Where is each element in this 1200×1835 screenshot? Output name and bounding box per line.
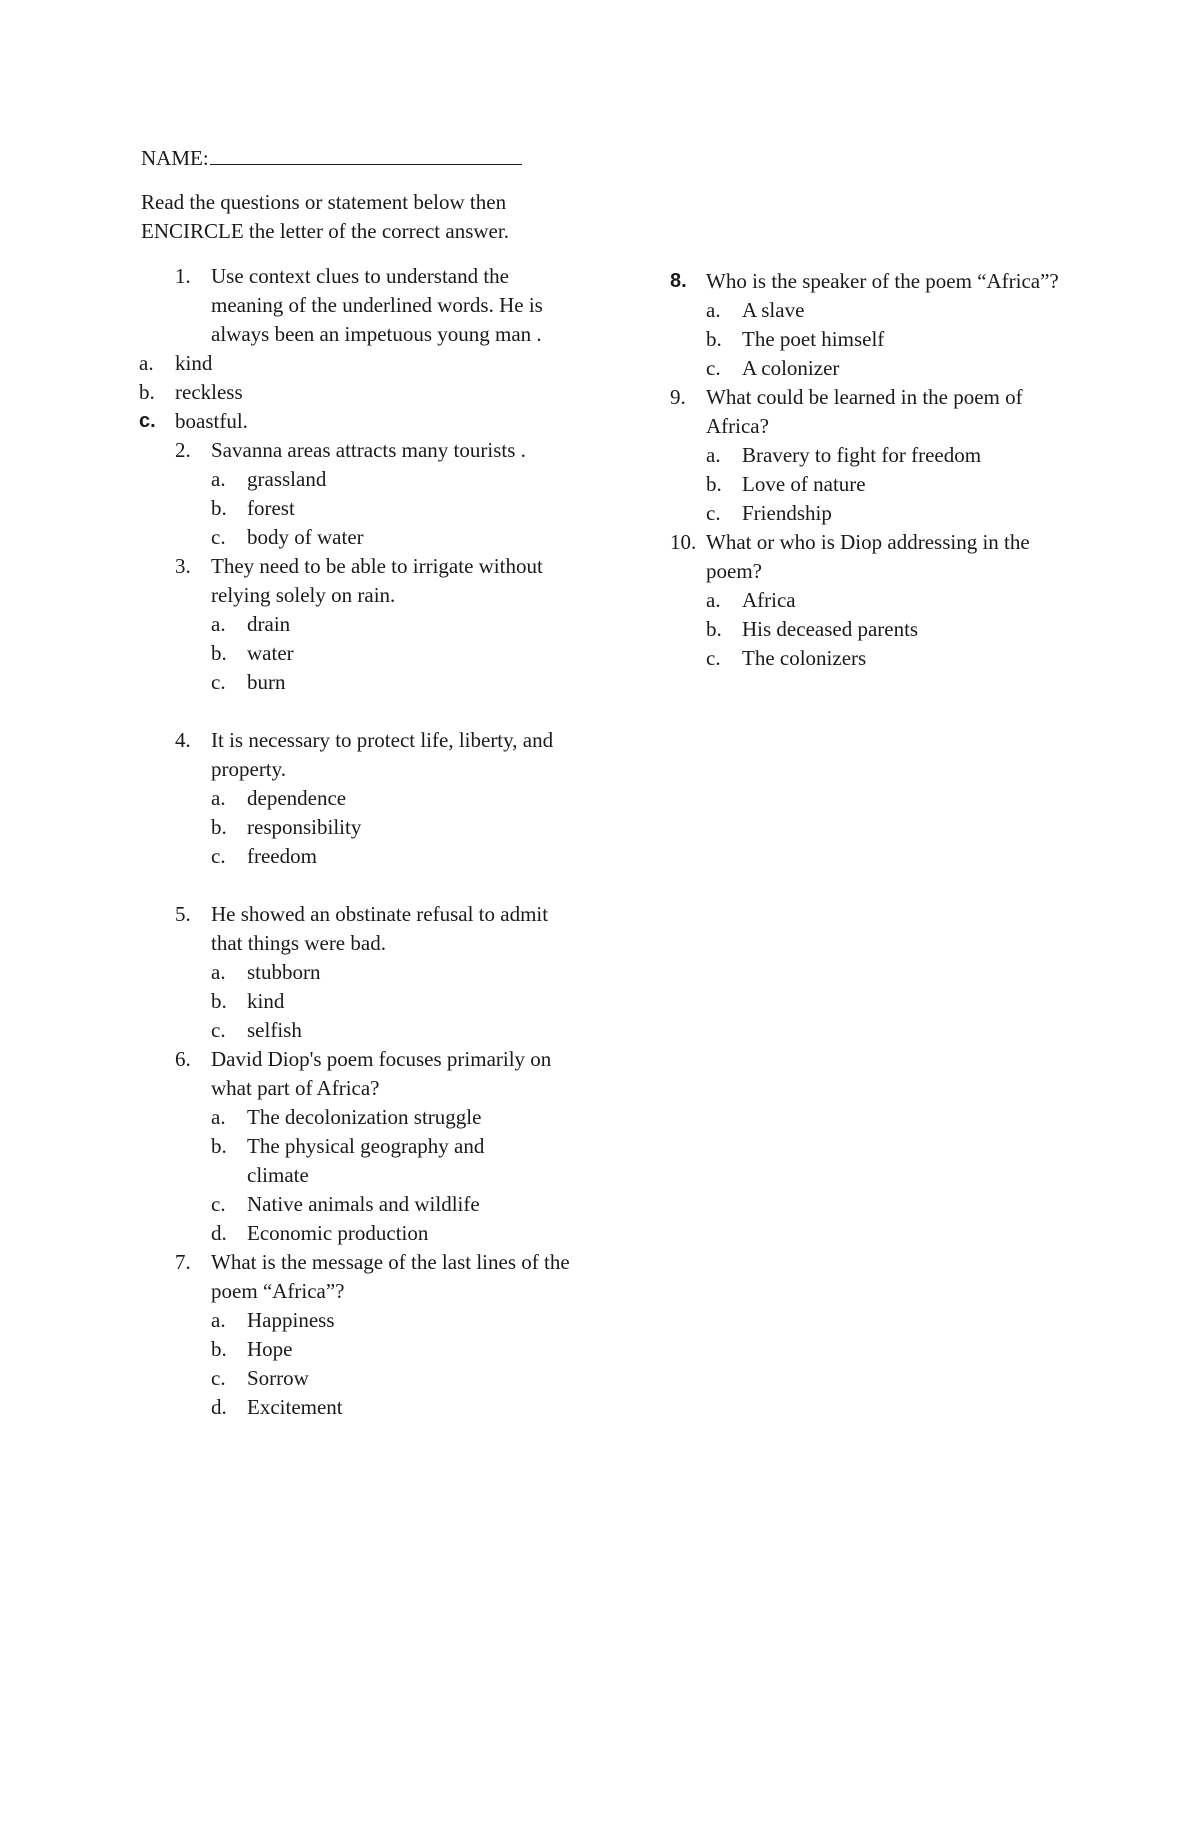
- question-text: David Diop's poem focuses primarily on what part of Africa?: [211, 1047, 552, 1100]
- question-text: It is necessary to protect life, liberty, and property.: [211, 728, 554, 781]
- option-text: Love of nature: [742, 472, 866, 496]
- option[interactable]: [211, 1335, 575, 1364]
- option-letter: c.: [211, 670, 226, 694]
- question-number: 8.: [670, 270, 687, 292]
- question-4: [175, 726, 575, 784]
- option-letter: a.: [211, 960, 226, 984]
- question-number: 9.: [670, 385, 686, 409]
- option-text: The physical geography and climate: [247, 1134, 485, 1187]
- option-text: boastful.: [175, 409, 248, 433]
- option-text: Native animals and wildlife: [247, 1192, 480, 1216]
- option-letter: b.: [706, 617, 722, 641]
- option[interactable]: [211, 1016, 575, 1045]
- option[interactable]: [139, 407, 575, 436]
- option[interactable]: [211, 1306, 575, 1335]
- question-number: 4.: [175, 728, 191, 752]
- option-letter: a.: [211, 1308, 226, 1332]
- option[interactable]: [706, 586, 1070, 615]
- question-9: [670, 383, 1070, 441]
- question-number: 10.: [670, 530, 697, 554]
- option-letter: b.: [211, 989, 227, 1013]
- option-text: The colonizers: [742, 646, 867, 670]
- option[interactable]: [211, 813, 575, 842]
- option-text: Sorrow: [247, 1366, 309, 1390]
- option-text: Africa: [742, 588, 796, 612]
- question-text: Use context clues to understand the meaning of the underlined words. He is always been an impetuous young man .: [211, 264, 543, 346]
- option-text: responsibility: [247, 815, 362, 839]
- option-text: dependence: [247, 786, 347, 810]
- option-letter: c.: [211, 1018, 226, 1042]
- question-text: What is the message of the last lines of the poem “Africa”?: [211, 1250, 570, 1303]
- option[interactable]: [706, 296, 1070, 325]
- option-letter: c.: [211, 844, 226, 868]
- name-label: NAME:: [141, 146, 209, 170]
- question-3: [175, 552, 575, 610]
- option-letter: a.: [706, 298, 721, 322]
- question-number: 7.: [175, 1250, 191, 1274]
- option-text: stubborn: [247, 960, 321, 984]
- option[interactable]: [211, 610, 575, 639]
- option-text: grassland: [247, 467, 327, 491]
- option-text: burn: [247, 670, 286, 694]
- question-1: [175, 262, 575, 349]
- question-5: [175, 900, 575, 958]
- option-letter: a.: [211, 1105, 226, 1129]
- question-number: 2.: [175, 438, 191, 462]
- option-text: water: [247, 641, 294, 665]
- option-letter: c.: [706, 356, 721, 380]
- option[interactable]: [211, 523, 575, 552]
- question-number: 5.: [175, 902, 191, 926]
- name-field: [141, 144, 522, 173]
- option-letter: c.: [211, 525, 226, 549]
- option-text: The decolonization struggle: [247, 1105, 482, 1129]
- question-text: What or who is Diop addressing in the poem?: [706, 530, 1030, 583]
- option-text: reckless: [175, 380, 243, 404]
- right-column: [670, 267, 1070, 673]
- option-text: A colonizer: [742, 356, 840, 380]
- option[interactable]: [706, 644, 1070, 673]
- option-letter: a.: [139, 351, 154, 375]
- option-text: The poet himself: [742, 327, 885, 351]
- option-letter: b.: [211, 496, 227, 520]
- option[interactable]: [211, 1393, 575, 1422]
- option-letter: b.: [211, 815, 227, 839]
- option-letter: b.: [139, 380, 155, 404]
- question-number: 3.: [175, 554, 191, 578]
- option[interactable]: [706, 441, 1070, 470]
- option-letter: b.: [211, 1337, 227, 1361]
- option-text: kind: [175, 351, 213, 375]
- option-letter: a.: [211, 786, 226, 810]
- left-column: [139, 262, 575, 1422]
- option-text: Friendship: [742, 501, 832, 525]
- question-text: What could be learned in the poem of Africa?: [706, 385, 1023, 438]
- question-2: [175, 436, 575, 465]
- option[interactable]: [706, 354, 1070, 383]
- option-text: Happiness: [247, 1308, 335, 1332]
- option-letter: c.: [706, 646, 721, 670]
- option[interactable]: [706, 499, 1070, 528]
- option[interactable]: [211, 1103, 575, 1132]
- option-letter: b.: [706, 472, 722, 496]
- option-text: Excitement: [247, 1395, 343, 1419]
- option[interactable]: [211, 784, 575, 813]
- option[interactable]: [211, 1190, 575, 1219]
- option-letter: a.: [706, 443, 721, 467]
- option[interactable]: [211, 639, 575, 668]
- option[interactable]: [706, 615, 1070, 644]
- option-letter: c.: [211, 1366, 226, 1390]
- option-letter: d.: [211, 1395, 227, 1419]
- option-text: freedom: [247, 844, 317, 868]
- option-text: forest: [247, 496, 295, 520]
- name-blank[interactable]: [210, 163, 522, 165]
- option-text: Bravery to fight for freedom: [742, 443, 982, 467]
- option[interactable]: [211, 1132, 547, 1190]
- option-text: Hope: [247, 1337, 293, 1361]
- option[interactable]: [211, 842, 575, 871]
- option[interactable]: [139, 349, 575, 378]
- question-text: Savanna areas attracts many tourists .: [211, 438, 526, 462]
- option-letter: c.: [211, 1192, 226, 1216]
- option-letter: d.: [211, 1221, 227, 1245]
- question-6: [175, 1045, 575, 1103]
- question-10: [670, 528, 1070, 586]
- option-letter: b.: [706, 327, 722, 351]
- option-letter: a.: [706, 588, 721, 612]
- option-text: selfish: [247, 1018, 302, 1042]
- option-text: His deceased parents: [742, 617, 919, 641]
- option[interactable]: [211, 1364, 575, 1393]
- option[interactable]: [139, 378, 575, 407]
- option[interactable]: [211, 465, 575, 494]
- option[interactable]: [211, 494, 575, 523]
- option[interactable]: [211, 668, 575, 697]
- option[interactable]: [706, 470, 1070, 499]
- question-number: 6.: [175, 1047, 191, 1071]
- question-7: [175, 1248, 575, 1306]
- option-letter: b.: [211, 1134, 227, 1158]
- option[interactable]: [706, 325, 1070, 354]
- option-letter: b.: [211, 641, 227, 665]
- question-text: They need to be able to irrigate without relying solely on rain.: [211, 554, 543, 607]
- option[interactable]: [211, 958, 575, 987]
- option-text: A slave: [742, 298, 805, 322]
- option-text: body of water: [247, 525, 364, 549]
- option-letter: a.: [211, 467, 226, 491]
- question-8: [670, 267, 1070, 296]
- option-letter: c.: [139, 410, 156, 432]
- question-text: Who is the speaker of the poem “Africa”?: [706, 269, 1059, 293]
- question-number: 1.: [175, 264, 191, 288]
- option-text: drain: [247, 612, 291, 636]
- option[interactable]: [211, 1219, 575, 1248]
- option-letter: a.: [211, 612, 226, 636]
- option-letter: c.: [706, 501, 721, 525]
- instructions: Read the questions or statement below then ENCIRCLE the letter of the correct answer.: [141, 190, 509, 243]
- option-text: kind: [247, 989, 285, 1013]
- option-text: Economic production: [247, 1221, 429, 1245]
- question-text: He showed an obstinate refusal to admit that things were bad.: [211, 902, 549, 955]
- option[interactable]: [211, 987, 575, 1016]
